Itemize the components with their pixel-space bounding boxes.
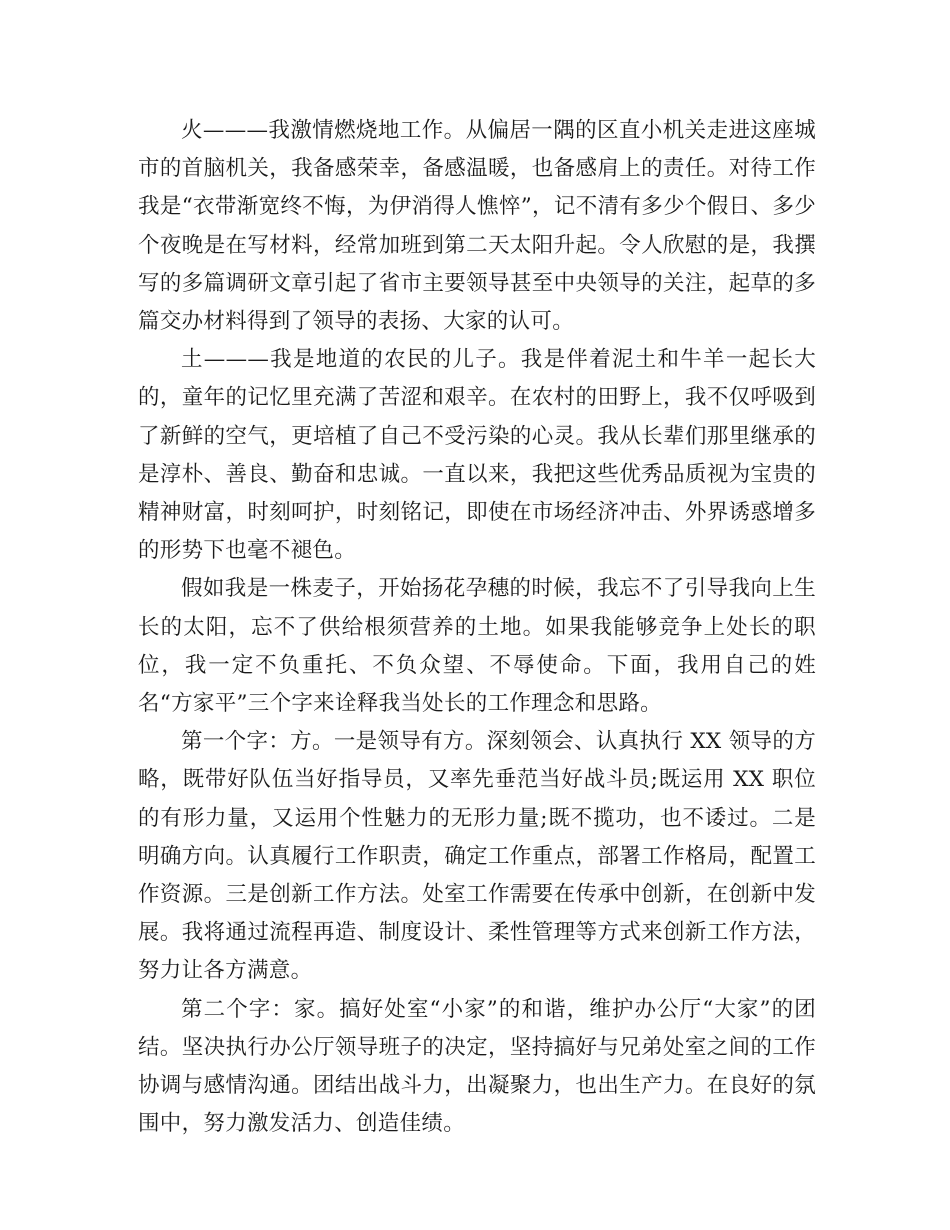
paragraph-earth: 土———我是地道的农民的儿子。我是伴着泥土和牛羊一起长大的，童年的记忆里充满了苦涩和艰辛。在农村的田野上，我不仅呼吸到了新鲜的空气，更培植了自己不受污染的心灵。我从长辈们那里继承的是淳朴、善良、勤奋和忠诚。一直以来，我把这些优秀品质视为宝贵的精神财富，时刻呵护，时刻铭记，即使在市场经济冲击、外界诱惑增多的形势下也毫不褪色。 <box>138 347 816 564</box>
paragraph-fire: 火———我激情燃烧地工作。从偏居一隅的区直小机关走进这座城市的首脑机关，我备感荣幸，备感温暖，也备感肩上的责任。对待工作我是“衣带渐宽终不悔，为伊消得人憔悴”，记不清有多少个假日、多少个夜晚是在写材料，经常加班到第二天太阳升起。令人欣慰的是，我撰写的多篇调研文章引起了省市主要领导甚至中央领导的关注，起草的多篇交办材料得到了领导的表扬、大家的认可。 <box>138 118 816 335</box>
document-body <box>138 112 816 1143</box>
paragraph-wheat: 假如我是一株麦子，开始扬花孕穗的时候，我忘不了引导我向上生长的太阳，忘不了供给根须营养的土地。如果我能够竞争上处长的职位，我一定不负重托、不负众望、不辱使命。下面，我用自己的姓名“方家平”三个字来诠释我当处长的工作理念和思路。 <box>138 576 816 717</box>
paragraph-jia: 第二个字：家。搞好处室“小家”的和谐，维护办公厅“大家”的团结。坚决执行办公厅领导班子的决定，坚持搞好与兄弟处室之间的工作协调与感情沟通。团结出战斗力，出凝聚力，也出生产力。在良好的氛围中，努力激发活力、创造佳绩。 <box>138 996 816 1137</box>
paragraph-fang: 第一个字：方。一是领导有方。深刻领会、认真执行 XX 领导的方略，既带好队伍当好指导员，又率先垂范当好战斗员;既运用 XX 职位的有形力量，又运用个性魅力的无形力量;既不揽功，也不诿过。二是明确方向。认真履行工作职责，确定工作重点，部署工作格局，配置工作资源。三是创新工作方法。处室工作需要在传承中创新，在创新中发展。我将通过流程再造、制度设计、柔性管理等方式来创新工作方法，努力让各方满意。 <box>138 729 816 984</box>
